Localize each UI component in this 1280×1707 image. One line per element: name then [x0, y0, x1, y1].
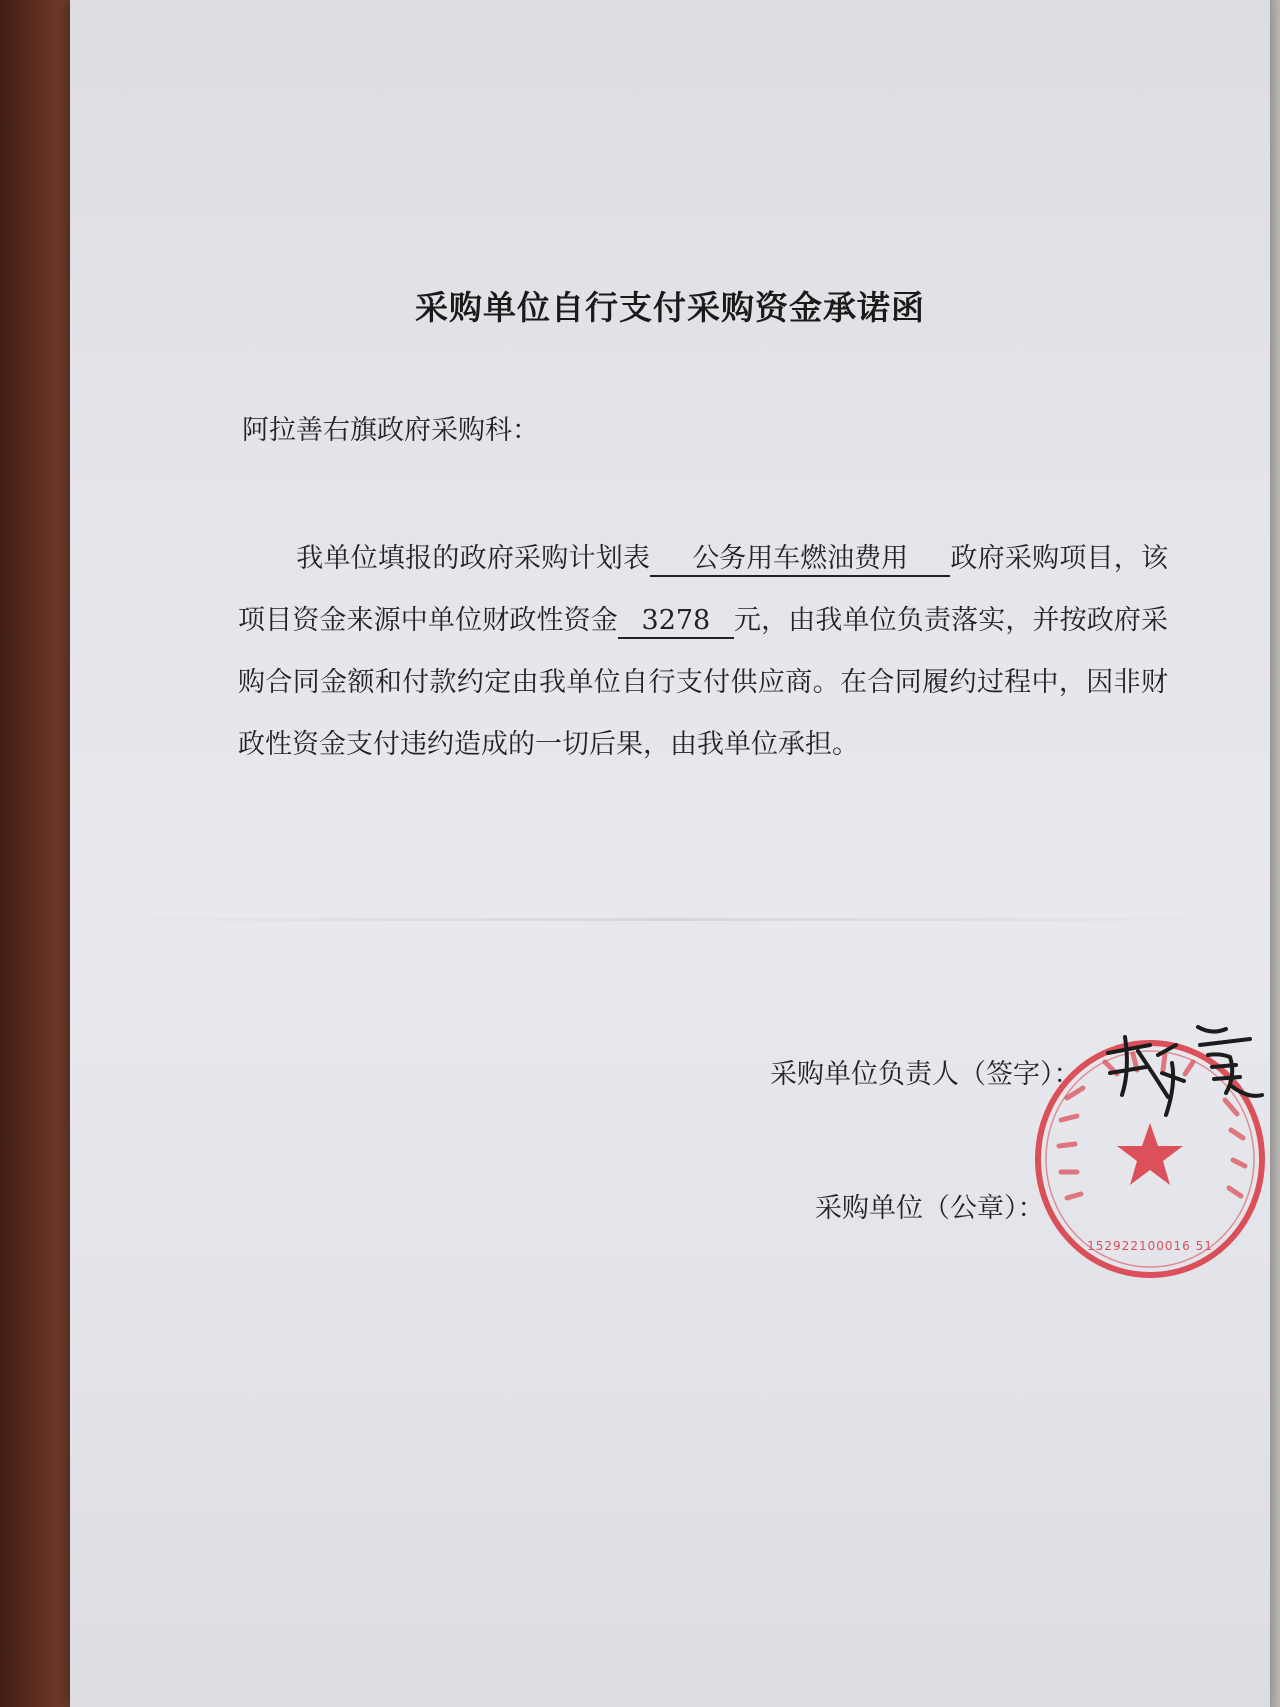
signature-label: 采购单位负责人（签字）： — [770, 1059, 1081, 1090]
document-title: 采购单位自行支付采购资金承诺函 — [415, 288, 925, 327]
project-name-field: 公务用车燃油费用 — [650, 543, 950, 577]
document-page — [70, 0, 1270, 1707]
seal-label: 采购单位（公章）： — [815, 1193, 1045, 1224]
seal-code: 152922100016 51 — [1087, 1239, 1213, 1253]
handwritten-signature — [1080, 1015, 1270, 1125]
body-paragraph — [238, 528, 1168, 776]
body-part-2: 政府采购项目，该项目资金来源中单位财政性资金 — [238, 543, 1169, 636]
seal-star-icon — [1117, 1123, 1183, 1185]
addressee: 阿拉善右旗政府采购科： — [242, 415, 539, 446]
body-part-3: 元，由我单位负责落实，并按政府采购合同金额和付款约定由我单位自行支付供应商。在合同履约过程中，因非财政性资金支付违约造成的一切后果，由我单位承担。 — [238, 605, 1169, 760]
amount-field: 3278 — [618, 605, 734, 639]
body-part-1: 我单位填报的政府采购计划表 — [296, 543, 651, 574]
